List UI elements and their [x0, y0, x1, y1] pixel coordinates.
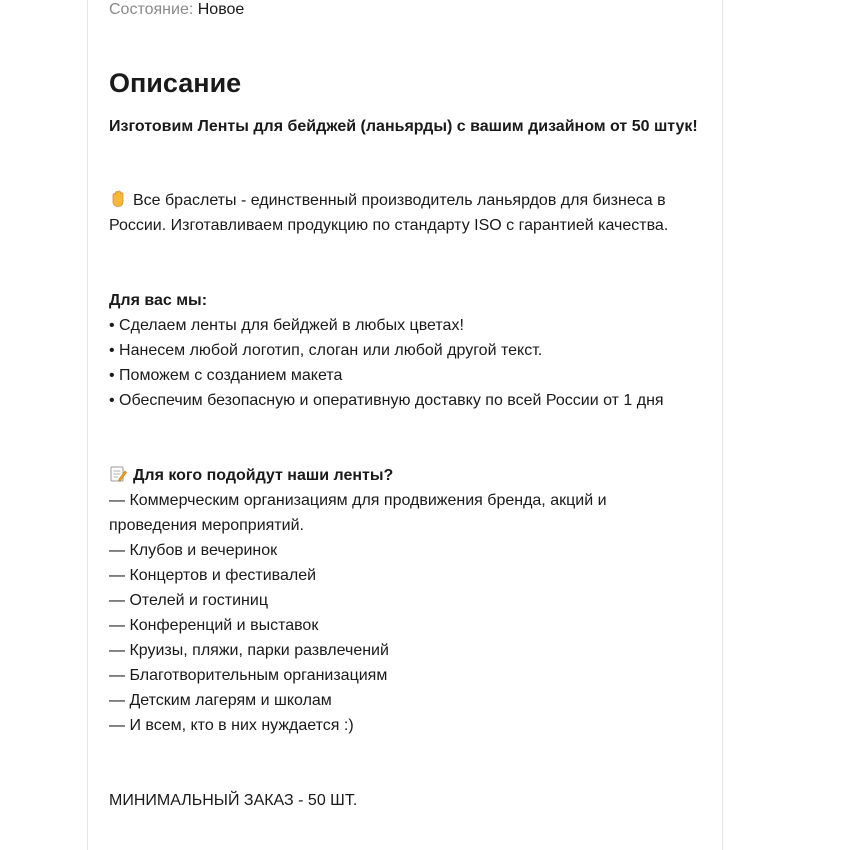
audience-item: — Круизы, пляжи, парки развлечений: [109, 642, 389, 659]
condition-value: Новое: [197, 1, 245, 18]
audience-item: проведения мероприятий.: [109, 517, 304, 534]
description-title: Описание: [109, 68, 242, 98]
offer-item: • Сделаем ленты для бейджей в любых цветах!: [109, 317, 464, 334]
audience-item: — Отелей и гостиниц: [109, 592, 268, 609]
description-headline: Изготовим Ленты для бейджей (ланьярды) с вашим дизайном от 50 штук!: [109, 118, 698, 135]
audience-item: — Концертов и фестивалей: [109, 567, 317, 584]
condition-row: [109, 0, 244, 20]
audience-item: — И всем, кто в них нуждается :): [109, 717, 354, 734]
audience-item: — Коммерческим организациям для продвижения бренда, акций и: [109, 492, 607, 509]
audience-item: — Благотворительным организациям: [109, 667, 388, 684]
audience-title-row: [109, 463, 393, 488]
intro-line-2: России. Изготавливаем продукцию по стандарту ISO с гарантией качества.: [109, 217, 669, 234]
memo-icon: [109, 465, 127, 483]
offer-item: • Нанесем любой логотип, слоган или любой другой текст.: [109, 342, 543, 359]
intro-text-1: Все браслеты - единственный производитель ланьярдов для бизнеса в: [133, 192, 666, 209]
condition-label: Состояние:: [109, 1, 194, 18]
raised-hand-icon: [109, 190, 127, 208]
audience-item: — Клубов и вечеринок: [109, 542, 278, 559]
audience-title: Для кого подойдут наши ленты?: [133, 467, 394, 484]
audience-item: — Конференций и выставок: [109, 617, 319, 634]
intro-line-1: [109, 188, 666, 213]
offers-title: Для вас мы:: [109, 292, 208, 309]
audience-item: — Детским лагерям и школам: [109, 692, 332, 709]
offer-item: • Поможем с созданием макета: [109, 367, 343, 384]
listing-card: [87, 0, 723, 850]
min-order: МИНИМАЛЬНЫЙ ЗАКАЗ - 50 ШТ.: [109, 792, 358, 809]
offer-item: • Обеспечим безопасную и оперативную доставку по всей России от 1 дня: [109, 392, 664, 409]
